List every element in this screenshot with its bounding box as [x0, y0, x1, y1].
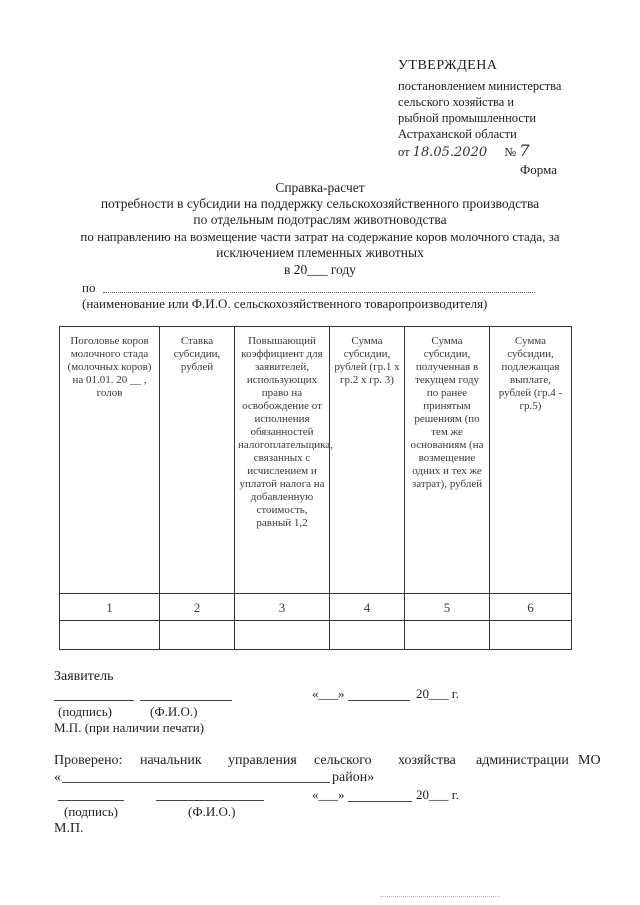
data-cell-1[interactable]	[60, 621, 160, 650]
year-blank: ___	[429, 686, 449, 701]
col-number-2: 2	[160, 594, 235, 621]
data-cell-6[interactable]	[490, 621, 572, 650]
district-suffix: район»	[332, 770, 375, 785]
applicant-name-line	[103, 292, 535, 293]
scan-artifact-line	[380, 896, 500, 897]
applicant-date	[312, 686, 345, 702]
date-open-quote: «	[312, 686, 319, 701]
date-day-blank: ___	[318, 686, 338, 701]
verified-word-4: хозяйства	[398, 753, 456, 768]
approval-line-4: Астраханской области	[398, 127, 517, 141]
subsidy-table	[59, 326, 571, 650]
verifier-signature-hint: (подпись)	[64, 804, 118, 819]
applicant-stamp-hint: М.П. (при наличии печати)	[54, 720, 205, 735]
verifier-month-line[interactable]	[348, 801, 412, 802]
col-number-4: 4	[330, 594, 405, 621]
year-20: 20	[416, 787, 429, 802]
col-number-6: 6	[490, 594, 572, 621]
verifier-date	[312, 787, 345, 803]
title-line-2: потребности в субсидии на поддержку сельскохозяйственного производства	[100, 196, 540, 211]
data-cell-4[interactable]	[330, 621, 405, 650]
col-number-3: 3	[235, 594, 330, 621]
applicant-month-line[interactable]	[348, 700, 410, 701]
header-col-6: Сумма субсидии, подлежащая выплате, рублей (гр.4 - гр.5)	[490, 327, 572, 594]
header-col-1: Поголовье коров молочного стада (молочных коров) на 01.01. 20 __ , голов	[60, 327, 160, 594]
header-col-2: Ставка субсидии, рублей	[160, 327, 235, 594]
applicant-name-hint-fio: (Ф.И.О.)	[150, 704, 198, 719]
approval-heading: УТВЕРЖДЕНА	[398, 58, 498, 73]
title-line-5: исключением племенных животных	[216, 245, 424, 260]
date-close-quote: »	[338, 787, 345, 802]
year-prefix: в 20	[283, 262, 308, 277]
year-suffix: г.	[451, 686, 459, 701]
approval-date-handwritten: 18.05.2020	[412, 145, 488, 160]
year-20: 20	[416, 686, 429, 701]
year-blank: ___	[429, 787, 449, 802]
applicant-name-hint: (наименование или Ф.И.О. сельскохозяйственного товаропроизводителя)	[82, 296, 488, 311]
header-col-3: Повышающий коэффициент для заявителей, использующих право на освобождение от исполнения обязанностей налогоплательщика, связанных с исчислением и уплатой налога на добавленную стоимость, равный 1,2	[235, 327, 330, 594]
applicant-label: Заявитель	[54, 669, 114, 684]
title-line-4: по направлению на возмещение части затрат на содержание коров молочного стада, за	[80, 229, 560, 244]
verified-word-6: МО	[578, 753, 601, 768]
verified-word-3: сельского	[314, 753, 372, 768]
year-blank: ___	[307, 262, 328, 277]
date-close-quote: »	[338, 686, 345, 701]
data-cell-3[interactable]	[235, 621, 330, 650]
form-label: Форма	[520, 162, 557, 177]
col-number-1: 1	[60, 594, 160, 621]
verifier-signature-line[interactable]	[58, 800, 124, 801]
applicant-fio-line[interactable]	[140, 700, 232, 701]
verifier-fio-line[interactable]	[156, 800, 264, 801]
district-name-line[interactable]	[62, 782, 330, 783]
date-open-quote: «	[312, 787, 319, 802]
district-open-quote: «	[54, 770, 61, 785]
year-suffix: г.	[451, 787, 459, 802]
verifier-year	[416, 787, 459, 803]
approval-line-2: сельского хозяйства и	[398, 95, 515, 109]
approval-number-label: №	[504, 145, 517, 159]
verifier-stamp-hint: М.П.	[54, 821, 84, 836]
data-cell-2[interactable]	[160, 621, 235, 650]
title-year-line	[0, 262, 640, 278]
approval-date-line	[398, 143, 530, 161]
applicant-signature-line[interactable]	[54, 700, 134, 701]
document-title: Справка-расчет	[275, 180, 365, 195]
verified-label: Проверено:	[54, 753, 123, 768]
date-day-blank: ___	[318, 787, 338, 802]
applicant-year	[416, 686, 459, 702]
approval-number-handwritten: 7	[519, 141, 530, 160]
year-suffix: году	[330, 262, 357, 277]
col-number-5: 5	[405, 594, 490, 621]
applicant-signature-hint: (подпись)	[58, 704, 112, 719]
header-col-5: Сумма субсидии, полученная в текущем году по ранее принятым решениям (по тем же основаниям (на возмещение одних и тех же затрат), рублей	[405, 327, 490, 594]
title-line-3: по отдельным подотраслям животноводства	[193, 212, 447, 227]
for-label: по	[82, 280, 96, 295]
approval-line-1: постановлением министерства	[398, 79, 562, 93]
header-col-4: Сумма субсидии, рублей (гр.1 х гр.2 х гр. 3)	[330, 327, 405, 594]
approval-line-3: рыбной промышленности	[398, 111, 537, 125]
verifier-name-hint: (Ф.И.О.)	[188, 804, 236, 819]
verified-word-1: начальник	[140, 753, 202, 768]
data-cell-5[interactable]	[405, 621, 490, 650]
verified-word-5: администрации	[476, 753, 569, 768]
verified-word-2: управления	[228, 753, 297, 768]
approval-date-prefix: от	[398, 145, 410, 159]
